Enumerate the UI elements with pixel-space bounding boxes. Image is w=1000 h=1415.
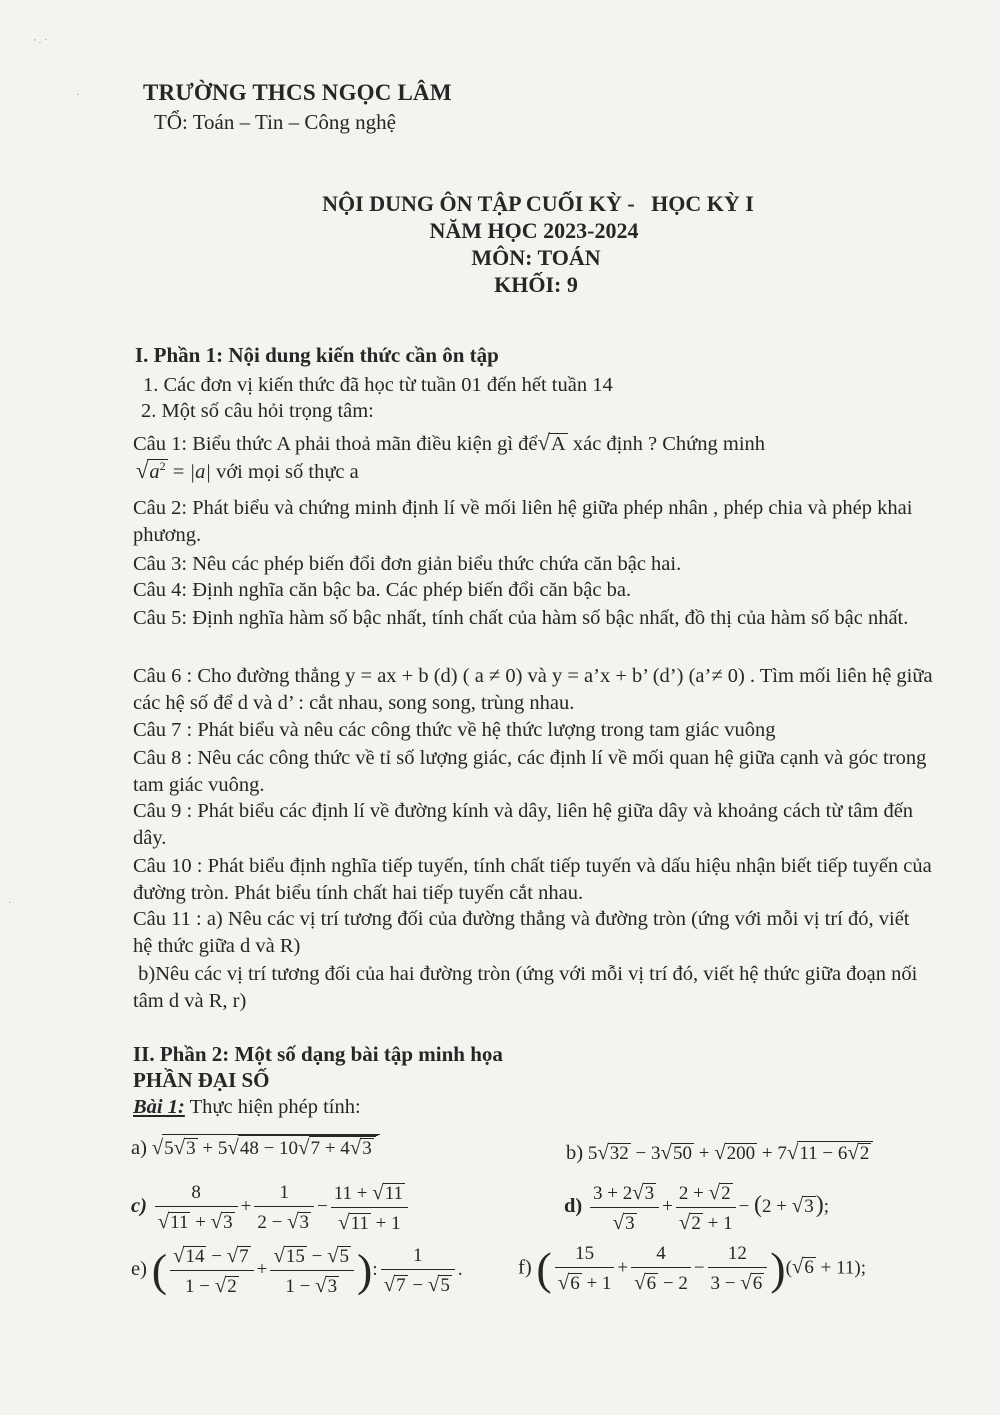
part1-item-1: 1. Các đơn vị kiến thức đã học từ tuần 01 đến hết tuần 14 (143, 374, 613, 396)
question-11a: Câu 11 : a) Nêu các vị trí tương đối của đường thẳng và đường tròn (ứng với mỗi vị trí đó, viết hệ thức giữa d và R) (133, 908, 910, 957)
question-9: Câu 9 : Phát biểu các định lí về đường kính và dây, liên hệ giữa dây và khoảng cách từ tâm đến dây. (133, 800, 914, 849)
school-name: TRƯỜNG THCS NGỌC LÂM (143, 80, 452, 105)
question-1-line-2 (136, 458, 359, 484)
department-name: TỔ: Toán – Tin – Công nghệ (154, 110, 397, 134)
fraction: $\frac{15}{√6 + 1}$ (555, 1243, 615, 1295)
q1-var-a: a (149, 461, 160, 483)
label-b: b) (566, 1142, 584, 1164)
expression-c: c) $\frac{8}{√11 + √3}$ + $\frac{1}{2 - √3}$ − $\frac{11 + √11}{√11 + 1}$ (131, 1180, 411, 1235)
label-c: c) (131, 1194, 147, 1217)
question-10: Câu 10 : Phát biểu định nghĩa tiếp tuyến, tính chất tiếp tuyến và dấu hiệu nhận biết tiếp tuyến của đường tròn. Phát biểu tính chất hai tiếp tuyến cắt nhau. (133, 855, 932, 904)
fraction: $\frac{1}{√7 - √5}$ (381, 1245, 455, 1297)
fraction: $\frac{1}{2 - √3}$ (254, 1182, 314, 1234)
label-e: e) (131, 1257, 147, 1280)
part2-heading: II. Phần 2: Một số dạng bài tập minh họa (133, 1042, 503, 1066)
fraction: $\frac{√15 - √5}{1 - √3}$ (270, 1243, 354, 1298)
part2-subheading: PHẦN ĐẠI SỐ (133, 1068, 270, 1092)
q1-abs-a: |a| (189, 461, 211, 483)
fraction: $\frac{2 + √2}{√2 + 1}$ (676, 1180, 736, 1235)
question-1-line-1 (133, 430, 765, 456)
expression-d: d) $\frac{3 + 2√3}{√3}$ + $\frac{2 + √2}{√2 + 1}$ − (2 + √3); (564, 1180, 830, 1234)
fraction: $\frac{8}{√11 + √3}$ (155, 1182, 238, 1234)
question-7: Câu 7 : Phát biểu và nêu các công thức về hệ thức lượng trong tam giác vuông (133, 719, 776, 741)
part1-heading: I. Phần 1: Nội dung kiến thức cần ôn tập (135, 343, 499, 367)
q1-sqrt-a2 (147, 459, 167, 483)
sqrt-outer: 5√3 + 5√48 − 10√7 + 4√3 (162, 1134, 380, 1159)
q1-radicand: A (550, 433, 566, 455)
expression-b: b) 5√32 − 3√50 + √200 + 7√11 − 6√2 (566, 1140, 873, 1165)
label-a: a) (131, 1137, 147, 1159)
fraction: $\frac{11 + √11}{√11 + 1}$ (331, 1180, 408, 1235)
expression-e: e) ( $\frac{√14 - √7}{1 - √2}$ + $\frac{√15 - √5}{1 - √3}$ ): $\frac{1}{√7 - √5}$ . (131, 1243, 463, 1297)
fraction: $\frac{4}{√6 - 2}$ (631, 1243, 691, 1295)
document-titles (0, 190, 1000, 298)
question-4: Câu 4: Định nghĩa căn bậc ba. Các phép biến đổi căn bậc ba. (133, 579, 632, 601)
fraction: $\frac{12}{3 - √6}$ (708, 1243, 768, 1295)
fraction: $\frac{√14 - √7}{1 - √2}$ (170, 1243, 254, 1298)
title-line-1: NỘI DUNG ÔN TẬP CUỐI KỲ - HỌC KỲ I (322, 191, 754, 216)
title-line-3: MÔN: TOÁN (471, 245, 601, 270)
q1-l2-post: với mọi số thực a (210, 461, 359, 483)
exercise-1-text: Thực hiện phép tính: (184, 1096, 361, 1118)
scan-speck: ' · ˙ (34, 38, 48, 49)
title-line-2: NĂM HỌC 2023-2024 (429, 218, 639, 243)
title-line-4: KHỐI: 9 (494, 272, 578, 297)
label-d: d) (564, 1194, 583, 1217)
scan-speck: · (8, 898, 12, 909)
q1-text-pre: Câu 1: Biểu thức A phải thoả mãn điều kiện gì để (133, 433, 538, 455)
question-3: Câu 3: Nêu các phép biến đổi đơn giản biểu thức chứa căn bậc hai. (133, 553, 682, 575)
question-6: Câu 6 : Cho đường thẳng y = ax + b (d) ( a ≠ 0) và y = a’x + b’ (d’) (a’≠ 0) . Tìm mối liên hệ giữa các hệ số để d và d’ : cắt nhau, song song, trùng nhau. (133, 665, 933, 714)
radical-sign-icon: √ (537, 430, 550, 455)
scan-speck: · (76, 90, 80, 101)
question-8: Câu 8 : Nêu các công thức về tỉ số lượng giác, các định lí về mối quan hệ giữa cạnh và góc trong tam giác vuông. (133, 747, 927, 796)
question-2: Câu 2: Phát biểu và chứng minh định lí về mối liên hệ giữa phép nhân , phép chia và phép khai phương. (133, 497, 913, 546)
label-f: f) (518, 1256, 532, 1279)
q1-text-post: xác định ? Chứng minh (567, 433, 766, 455)
expression-a (131, 1134, 380, 1160)
q1-eq-sign: = (167, 461, 190, 483)
expression-f: f) ( $\frac{15}{√6 + 1}$ + $\frac{4}{√6 - 2}$ − $\frac{12}{3 - √6}$ )(√6 + 11); (518, 1243, 866, 1294)
exercise-1-label: Bài 1: (133, 1096, 185, 1118)
radical-sign-icon: √ (136, 458, 149, 483)
exercise-1-title (133, 1096, 361, 1119)
part1-item-2: 2. Một số câu hỏi trọng tâm: (141, 400, 374, 422)
question-5: Câu 5: Định nghĩa hàm số bậc nhất, tính chất của hàm số bậc nhất, đồ thị của hàm số bậc nhất. (133, 607, 909, 629)
question-11b: b)Nêu các vị trí tương đối của hai đường tròn (ứng với mỗi vị trí đó, viết hệ thức giữa đoạn nối tâm d và R, r) (133, 963, 923, 1012)
q1-exp: 2 (159, 459, 166, 474)
fraction: $\frac{3 + 2√3}{√3}$ (590, 1180, 659, 1235)
radical-sign-icon: √ (151, 1135, 164, 1159)
